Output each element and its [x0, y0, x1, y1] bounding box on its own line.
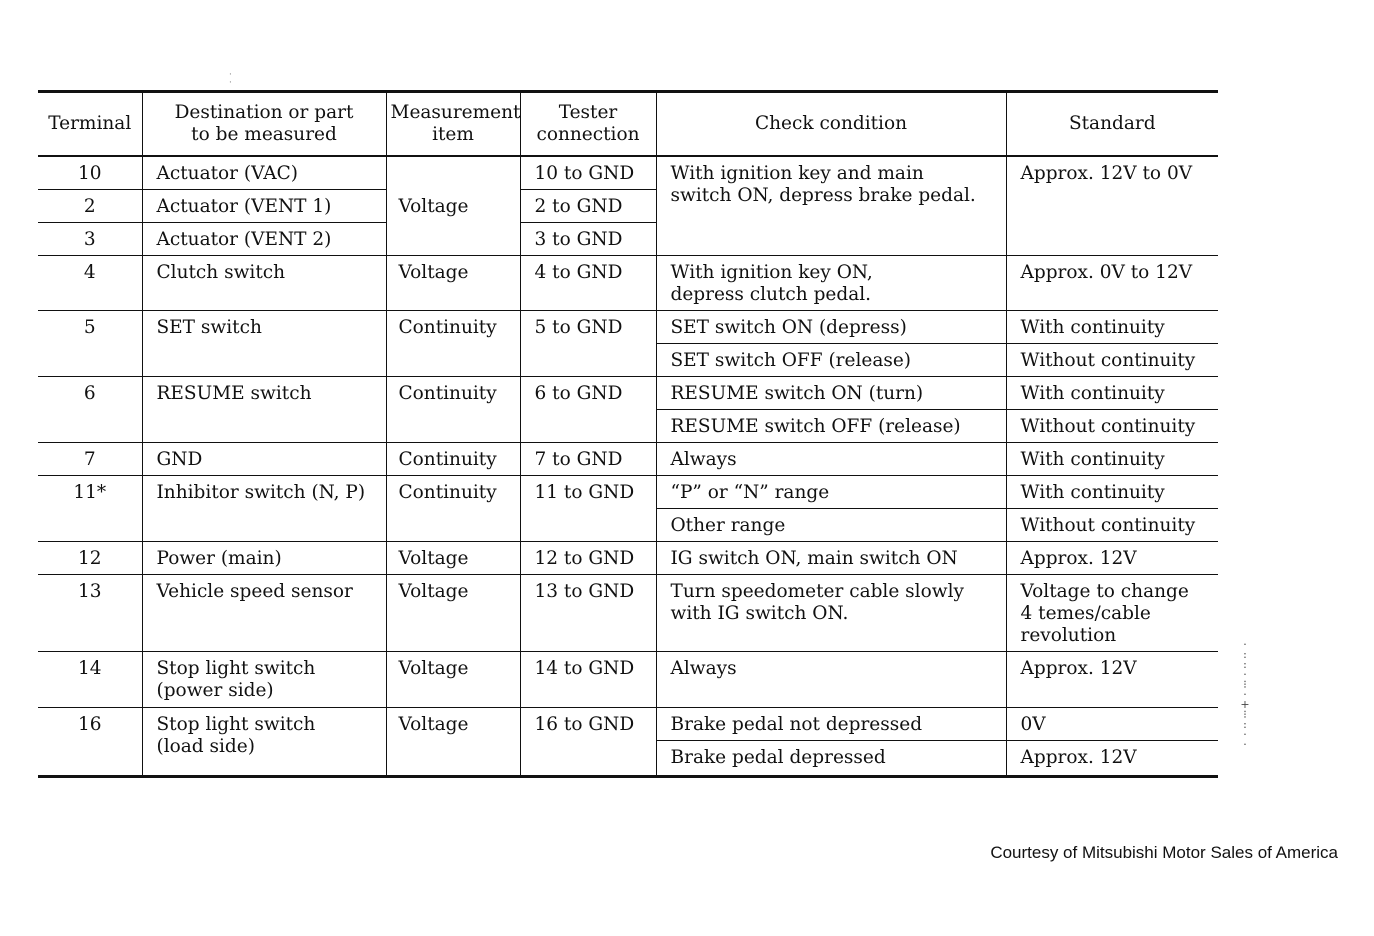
measurement-cell: Voltage	[386, 542, 520, 575]
condition-cell: Brake pedal depressed	[656, 741, 1006, 777]
destination-cell: Clutch switch	[142, 256, 386, 311]
header-terminal: Terminal	[38, 92, 142, 157]
destination-cell: Vehicle speed sensor	[142, 575, 386, 652]
standard-cell: Approx. 12V	[1006, 652, 1218, 708]
scan-speck: · ·	[229, 70, 232, 88]
standard-cell: Approx. 12V	[1006, 741, 1218, 777]
tester-cell: 5 to GND	[520, 311, 656, 377]
destination-cell: SET switch	[142, 311, 386, 377]
condition-cell: Always	[656, 443, 1006, 476]
terminal-cell: 12	[38, 542, 142, 575]
table-row	[38, 311, 1218, 344]
header-tester-connection: Tester connection	[520, 92, 656, 157]
destination-cell: Actuator (VAC)	[142, 156, 386, 190]
table-row	[38, 377, 1218, 410]
tester-cell: 13 to GND	[520, 575, 656, 652]
destination-cell: Actuator (VENT 2)	[142, 223, 386, 256]
destination-cell: Actuator (VENT 1)	[142, 190, 386, 223]
standard-cell: Approx. 12V to 0V	[1006, 156, 1218, 256]
standard-cell: Voltage to change 4 temes/cable revolution	[1006, 575, 1218, 652]
standard-cell: With continuity	[1006, 443, 1218, 476]
header-destination: Destination or part to be measured	[142, 92, 386, 157]
tester-cell: 4 to GND	[520, 256, 656, 311]
terminal-cell: 7	[38, 443, 142, 476]
destination-cell: Stop light switch (load side)	[142, 708, 386, 777]
measurement-cell: Continuity	[386, 476, 520, 542]
measurement-cell: Continuity	[386, 443, 520, 476]
standard-cell: With continuity	[1006, 377, 1218, 410]
tester-cell: 7 to GND	[520, 443, 656, 476]
table-row	[38, 156, 1218, 190]
terminal-cell: 13	[38, 575, 142, 652]
margin-stamp-marks: · : : · ⁝ · + ⁝ : · ·	[1240, 638, 1250, 751]
terminal-cell: 16	[38, 708, 142, 777]
condition-cell: SET switch OFF (release)	[656, 344, 1006, 377]
tester-cell: 12 to GND	[520, 542, 656, 575]
destination-cell: Power (main)	[142, 542, 386, 575]
condition-cell: Always	[656, 652, 1006, 708]
standard-cell: With continuity	[1006, 476, 1218, 509]
header-check-condition: Check condition	[656, 92, 1006, 157]
table-row	[38, 575, 1218, 652]
condition-cell: With ignition key and main switch ON, depress brake pedal.	[656, 156, 1006, 256]
tester-cell: 14 to GND	[520, 652, 656, 708]
table-row	[38, 256, 1218, 311]
condition-cell: RESUME switch OFF (release)	[656, 410, 1006, 443]
terminal-cell: 10	[38, 156, 142, 190]
standard-cell: 0V	[1006, 708, 1218, 741]
standard-cell: Approx. 12V	[1006, 542, 1218, 575]
tester-cell: 6 to GND	[520, 377, 656, 443]
terminal-cell: 3	[38, 223, 142, 256]
destination-cell: RESUME switch	[142, 377, 386, 443]
standard-cell: Without continuity	[1006, 410, 1218, 443]
condition-cell: IG switch ON, main switch ON	[656, 542, 1006, 575]
terminal-cell: 2	[38, 190, 142, 223]
condition-cell: SET switch ON (depress)	[656, 311, 1006, 344]
terminal-cell: 14	[38, 652, 142, 708]
condition-cell: RESUME switch ON (turn)	[656, 377, 1006, 410]
condition-cell: “P” or “N” range	[656, 476, 1006, 509]
terminal-cell: 11*	[38, 476, 142, 542]
table-header	[38, 92, 1218, 157]
header-measurement-item: Measurement item	[386, 92, 520, 157]
tester-cell: 11 to GND	[520, 476, 656, 542]
standard-cell: Without continuity	[1006, 344, 1218, 377]
destination-cell: Stop light switch (power side)	[142, 652, 386, 708]
tester-cell: 3 to GND	[520, 223, 656, 256]
terminal-cell: 6	[38, 377, 142, 443]
terminal-cell: 5	[38, 311, 142, 377]
standard-cell: With continuity	[1006, 311, 1218, 344]
condition-cell: With ignition key ON, depress clutch pedal.	[656, 256, 1006, 311]
table-row	[38, 652, 1218, 708]
measurement-cell: Continuity	[386, 311, 520, 377]
measurement-cell: Voltage	[386, 256, 520, 311]
condition-cell: Other range	[656, 509, 1006, 542]
terminal-cell: 4	[38, 256, 142, 311]
table-row	[38, 443, 1218, 476]
tester-cell: 16 to GND	[520, 708, 656, 777]
table-row	[38, 542, 1218, 575]
footer-credit: Courtesy of Mitsubishi Motor Sales of America	[990, 843, 1338, 862]
measurement-cell: Continuity	[386, 377, 520, 443]
table-row	[38, 476, 1218, 509]
measurement-cell: Voltage	[386, 156, 520, 256]
header-standard: Standard	[1006, 92, 1218, 157]
destination-cell: Inhibitor switch (N, P)	[142, 476, 386, 542]
measurement-cell: Voltage	[386, 575, 520, 652]
condition-cell: Brake pedal not depressed	[656, 708, 1006, 741]
tester-cell: 10 to GND	[520, 156, 656, 190]
measurement-cell: Voltage	[386, 708, 520, 777]
header-row	[38, 92, 1218, 157]
tester-cell: 2 to GND	[520, 190, 656, 223]
destination-cell: GND	[142, 443, 386, 476]
standard-cell: Approx. 0V to 12V	[1006, 256, 1218, 311]
measurement-cell: Voltage	[386, 652, 520, 708]
table-body	[38, 156, 1218, 777]
terminal-check-table	[38, 90, 1218, 778]
condition-cell: Turn speedometer cable slowly with IG switch ON.	[656, 575, 1006, 652]
standard-cell: Without continuity	[1006, 509, 1218, 542]
table-row	[38, 708, 1218, 741]
